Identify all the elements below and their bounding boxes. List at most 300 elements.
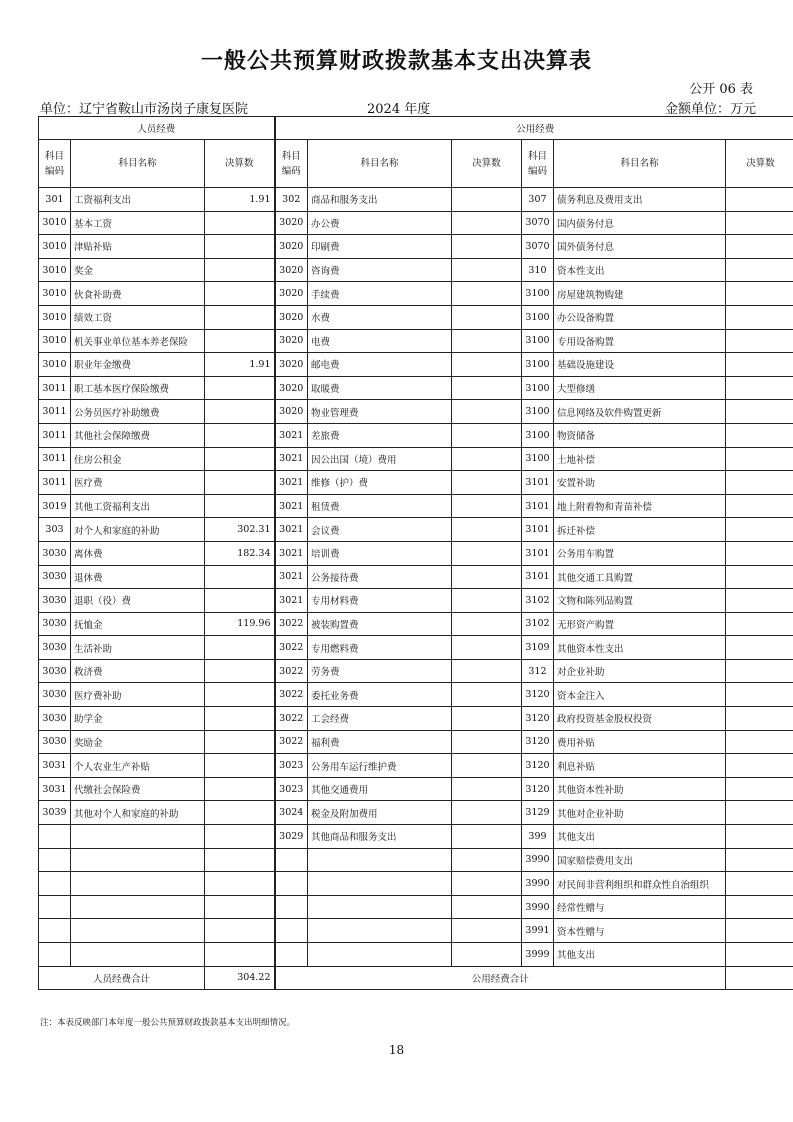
cell-name: 被装购置费	[308, 612, 452, 636]
total-personnel-label: 人员经费合计	[39, 966, 205, 989]
table-row	[39, 258, 793, 282]
table-row	[39, 565, 793, 589]
cell-name: 专用设备购置	[554, 329, 726, 353]
cell-code: 3030	[39, 659, 71, 683]
expenditure-table	[38, 116, 793, 990]
cell-amount	[452, 423, 522, 447]
cell-name: 职工基本医疗保险缴费	[71, 376, 205, 400]
cell-code	[39, 895, 71, 919]
cell-code: 3100	[522, 282, 554, 306]
cell-name: 土地补偿	[554, 447, 726, 471]
cell-code: 3990	[522, 848, 554, 872]
header-name: 科目名称	[71, 140, 205, 188]
cell-code: 3022	[275, 730, 308, 754]
cell-amount	[452, 754, 522, 778]
cell-name: 信息网络及软件购置更新	[554, 400, 726, 424]
cell-code: 3102	[522, 589, 554, 613]
cell-code: 399	[522, 825, 554, 849]
cell-code: 3020	[275, 235, 308, 259]
cell-name: 对个人和家庭的补助	[71, 518, 205, 542]
header-meta	[40, 98, 756, 116]
cell-amount	[726, 400, 793, 424]
cell-name: 咨询费	[308, 258, 452, 282]
table-row	[39, 825, 793, 849]
cell-code: 3023	[275, 754, 308, 778]
table-row	[39, 494, 793, 518]
cell-name: 救济费	[71, 659, 205, 683]
cell-code: 3030	[39, 565, 71, 589]
cell-code: 3120	[522, 683, 554, 707]
table-row	[39, 707, 793, 731]
cell-name	[71, 943, 205, 967]
total-row	[39, 966, 793, 989]
table-row	[39, 376, 793, 400]
footnote: 注：本表反映部门本年度一般公共预算财政拨款基本支出明细情况。	[40, 1018, 296, 1028]
cell-name: 物业管理费	[308, 400, 452, 424]
table-row	[39, 872, 793, 896]
cell-amount	[726, 258, 793, 282]
cell-amount	[452, 730, 522, 754]
table-row	[39, 423, 793, 447]
cell-amount	[452, 282, 522, 306]
table-row	[39, 471, 793, 495]
cell-code: 3100	[522, 400, 554, 424]
cell-name: 退职（役）费	[71, 589, 205, 613]
cell-name: 职业年金缴费	[71, 353, 205, 377]
cell-name: 安置补助	[554, 471, 726, 495]
cell-code: 3022	[275, 659, 308, 683]
cell-name: 公务用车运行维护费	[308, 754, 452, 778]
cell-code: 310	[522, 258, 554, 282]
cell-amount	[726, 494, 793, 518]
cell-code: 3021	[275, 589, 308, 613]
header-amount: 决算数	[452, 140, 522, 188]
cell-name: 房屋建筑物购建	[554, 282, 726, 306]
cell-code: 3100	[522, 423, 554, 447]
cell-amount	[452, 305, 522, 329]
cell-code: 3990	[522, 872, 554, 896]
cell-code: 3010	[39, 258, 71, 282]
cell-code: 3022	[275, 707, 308, 731]
cell-name: 公务接待费	[308, 565, 452, 589]
cell-code	[275, 943, 308, 967]
cell-amount	[452, 518, 522, 542]
header-amount: 决算数	[726, 140, 793, 188]
year-label: 2024 年度	[367, 102, 431, 117]
cell-amount	[726, 683, 793, 707]
cell-amount	[726, 707, 793, 731]
cell-name: 拆迁补偿	[554, 518, 726, 542]
table-row	[39, 683, 793, 707]
column-header-row	[39, 140, 793, 188]
cell-amount	[205, 565, 275, 589]
cell-amount	[726, 754, 793, 778]
cell-name: 抚恤金	[71, 612, 205, 636]
cell-name: 利息补贴	[554, 754, 726, 778]
cell-code: 3021	[275, 423, 308, 447]
group-public: 公用经费	[275, 117, 793, 140]
cell-amount	[452, 235, 522, 259]
page-title: 一般公共预算财政拨款基本支出决算表	[200, 48, 592, 74]
cell-code: 3100	[522, 329, 554, 353]
cell-name: 其他工资福利支出	[71, 494, 205, 518]
header-name: 科目名称	[308, 140, 452, 188]
page-number: 18	[388, 1043, 405, 1057]
cell-amount	[452, 919, 522, 943]
cell-name	[308, 848, 452, 872]
cell-amount	[726, 565, 793, 589]
cell-code: 312	[522, 659, 554, 683]
cell-amount	[452, 211, 522, 235]
cell-amount: 1.91	[205, 353, 275, 377]
cell-amount	[452, 872, 522, 896]
cell-name: 资本性赠与	[554, 919, 726, 943]
cell-amount	[726, 872, 793, 896]
cell-code: 3022	[275, 612, 308, 636]
cell-code: 3109	[522, 636, 554, 660]
cell-name: 办公设备购置	[554, 305, 726, 329]
cell-name: 奖金	[71, 258, 205, 282]
cell-code: 3010	[39, 329, 71, 353]
cell-code: 3039	[39, 801, 71, 825]
cell-code: 3010	[39, 211, 71, 235]
cell-name: 政府投资基金股权投资	[554, 707, 726, 731]
cell-amount	[452, 612, 522, 636]
cell-name: 资本性支出	[554, 258, 726, 282]
cell-amount	[726, 518, 793, 542]
cell-name: 手续费	[308, 282, 452, 306]
table-row	[39, 919, 793, 943]
cell-amount	[726, 423, 793, 447]
cell-code: 3011	[39, 423, 71, 447]
cell-amount	[726, 730, 793, 754]
cell-name: 地上附着物和青苗补偿	[554, 494, 726, 518]
cell-amount	[726, 376, 793, 400]
header-amount: 决算数	[205, 140, 275, 188]
cell-amount	[452, 636, 522, 660]
header-name: 科目名称	[554, 140, 726, 188]
cell-code: 3011	[39, 471, 71, 495]
cell-code	[275, 895, 308, 919]
cell-amount	[452, 777, 522, 801]
cell-name: 劳务费	[308, 659, 452, 683]
cell-code: 3030	[39, 636, 71, 660]
cell-amount: 119.96	[205, 612, 275, 636]
cell-code: 3024	[275, 801, 308, 825]
cell-amount	[726, 541, 793, 565]
cell-code	[39, 872, 71, 896]
cell-name	[71, 919, 205, 943]
cell-code: 307	[522, 188, 554, 212]
cell-amount	[452, 471, 522, 495]
cell-amount	[726, 282, 793, 306]
table-row	[39, 895, 793, 919]
cell-name: 费用补贴	[554, 730, 726, 754]
cell-name: 离休费	[71, 541, 205, 565]
cell-code	[275, 848, 308, 872]
cell-name: 文物和陈列品购置	[554, 589, 726, 613]
cell-name: 津贴补贴	[71, 235, 205, 259]
cell-code: 3023	[275, 777, 308, 801]
cell-code: 301	[39, 188, 71, 212]
cell-amount	[205, 919, 275, 943]
cell-amount	[205, 376, 275, 400]
cell-name: 代缴社会保险费	[71, 777, 205, 801]
cell-amount	[205, 471, 275, 495]
cell-amount	[452, 707, 522, 731]
cell-code: 3101	[522, 471, 554, 495]
cell-code: 3100	[522, 353, 554, 377]
table-row	[39, 943, 793, 967]
table-row	[39, 659, 793, 683]
cell-name: 维修（护）费	[308, 471, 452, 495]
cell-code: 3991	[522, 919, 554, 943]
cell-code: 3020	[275, 258, 308, 282]
cell-amount	[205, 400, 275, 424]
cell-code	[275, 919, 308, 943]
cell-name: 福利费	[308, 730, 452, 754]
cell-name: 对企业补助	[554, 659, 726, 683]
cell-name: 基础设施建设	[554, 353, 726, 377]
cell-amount	[452, 801, 522, 825]
cell-name: 电费	[308, 329, 452, 353]
cell-name: 取暖费	[308, 376, 452, 400]
cell-name	[308, 895, 452, 919]
cell-name: 基本工资	[71, 211, 205, 235]
cell-code: 3021	[275, 447, 308, 471]
cell-code: 3101	[522, 541, 554, 565]
cell-amount	[452, 895, 522, 919]
cell-name	[308, 872, 452, 896]
table-row	[39, 801, 793, 825]
cell-amount	[205, 707, 275, 731]
cell-name: 其他支出	[554, 943, 726, 967]
cell-code: 3990	[522, 895, 554, 919]
group-header-row	[39, 117, 793, 140]
table-row	[39, 730, 793, 754]
cell-name: 资本金注入	[554, 683, 726, 707]
table-row	[39, 235, 793, 259]
cell-amount	[726, 305, 793, 329]
cell-name: 专用燃料费	[308, 636, 452, 660]
cell-code: 3021	[275, 471, 308, 495]
cell-name: 绩效工资	[71, 305, 205, 329]
cell-amount	[452, 376, 522, 400]
total-public-value	[726, 966, 793, 989]
cell-amount: 302.31	[205, 518, 275, 542]
cell-code	[39, 848, 71, 872]
cell-amount	[205, 848, 275, 872]
cell-name: 税金及附加费用	[308, 801, 452, 825]
money-unit-label: 金额单位：万元	[664, 102, 756, 117]
group-personnel: 人员经费	[39, 117, 275, 140]
cell-amount	[452, 848, 522, 872]
cell-code: 3102	[522, 612, 554, 636]
cell-amount	[205, 754, 275, 778]
cell-name: 对民间非营利组织和群众性自治组织	[554, 872, 726, 896]
table-row	[39, 612, 793, 636]
cell-name	[308, 943, 452, 967]
table-row	[39, 754, 793, 778]
cell-amount	[726, 589, 793, 613]
cell-name: 医疗费	[71, 471, 205, 495]
total-personnel-value: 304.22	[205, 966, 275, 989]
cell-code: 3120	[522, 754, 554, 778]
cell-code: 3031	[39, 754, 71, 778]
cell-code: 3021	[275, 541, 308, 565]
cell-amount	[205, 730, 275, 754]
cell-amount	[205, 943, 275, 967]
cell-amount	[726, 895, 793, 919]
cell-code: 3020	[275, 282, 308, 306]
cell-amount	[726, 353, 793, 377]
cell-name	[71, 895, 205, 919]
cell-name: 其他支出	[554, 825, 726, 849]
cell-amount: 1.91	[205, 188, 275, 212]
cell-code: 3011	[39, 376, 71, 400]
cell-amount	[726, 636, 793, 660]
table-row	[39, 329, 793, 353]
cell-amount	[452, 188, 522, 212]
table-row	[39, 282, 793, 306]
cell-amount	[726, 188, 793, 212]
cell-amount	[452, 825, 522, 849]
unit-label: 单位：辽宁省鞍山市汤岗子康复医院	[40, 102, 249, 117]
cell-name: 委托业务费	[308, 683, 452, 707]
cell-name: 住房公积金	[71, 447, 205, 471]
cell-name: 助学金	[71, 707, 205, 731]
header-code: 科目编码	[275, 140, 308, 188]
table-row	[39, 353, 793, 377]
cell-code: 3020	[275, 353, 308, 377]
cell-name	[71, 825, 205, 849]
cell-code: 3070	[522, 211, 554, 235]
cell-amount	[452, 494, 522, 518]
cell-amount	[205, 329, 275, 353]
header-code: 科目编码	[39, 140, 71, 188]
cell-code: 3010	[39, 235, 71, 259]
cell-name: 公务用车购置	[554, 541, 726, 565]
cell-name: 奖励金	[71, 730, 205, 754]
cell-amount	[205, 872, 275, 896]
cell-amount	[726, 801, 793, 825]
header-code: 科目编码	[522, 140, 554, 188]
cell-name: 邮电费	[308, 353, 452, 377]
cell-name: 机关事业单位基本养老保险	[71, 329, 205, 353]
cell-name: 商品和服务支出	[308, 188, 452, 212]
cell-name: 培训费	[308, 541, 452, 565]
cell-amount	[205, 447, 275, 471]
cell-code: 3020	[275, 376, 308, 400]
cell-amount	[726, 777, 793, 801]
form-number: 公开 06 表	[689, 82, 753, 97]
cell-amount	[452, 541, 522, 565]
cell-code: 3070	[522, 235, 554, 259]
cell-name: 因公出国（境）费用	[308, 447, 452, 471]
cell-name: 会议费	[308, 518, 452, 542]
cell-name	[308, 919, 452, 943]
cell-amount	[452, 565, 522, 589]
cell-amount	[205, 683, 275, 707]
cell-name: 经常性赠与	[554, 895, 726, 919]
cell-code	[39, 943, 71, 967]
cell-code: 3010	[39, 282, 71, 306]
cell-code: 303	[39, 518, 71, 542]
cell-name: 国家赔偿费用支出	[554, 848, 726, 872]
cell-name: 医疗费补助	[71, 683, 205, 707]
cell-code: 3020	[275, 329, 308, 353]
cell-code: 3021	[275, 494, 308, 518]
cell-amount: 182.34	[205, 541, 275, 565]
cell-code: 3029	[275, 825, 308, 849]
cell-amount	[452, 329, 522, 353]
cell-amount	[205, 777, 275, 801]
cell-name: 其他资本性补助	[554, 777, 726, 801]
cell-code	[39, 919, 71, 943]
cell-code: 3100	[522, 447, 554, 471]
cell-name: 个人农业生产补贴	[71, 754, 205, 778]
cell-code: 3019	[39, 494, 71, 518]
cell-amount	[726, 471, 793, 495]
table-row	[39, 188, 793, 212]
cell-name: 其他交通工具购置	[554, 565, 726, 589]
cell-code: 3010	[39, 353, 71, 377]
cell-code: 3030	[39, 707, 71, 731]
table-row	[39, 777, 793, 801]
cell-amount	[726, 211, 793, 235]
table-row	[39, 589, 793, 613]
cell-name: 退休费	[71, 565, 205, 589]
cell-code: 3021	[275, 565, 308, 589]
cell-code: 3100	[522, 305, 554, 329]
cell-code: 3100	[522, 376, 554, 400]
cell-amount	[205, 235, 275, 259]
cell-code	[275, 872, 308, 896]
cell-amount	[205, 636, 275, 660]
cell-code: 3101	[522, 565, 554, 589]
cell-amount	[726, 825, 793, 849]
cell-code: 3129	[522, 801, 554, 825]
cell-name: 其他交通费用	[308, 777, 452, 801]
cell-amount	[726, 943, 793, 967]
table-row	[39, 447, 793, 471]
cell-amount	[452, 943, 522, 967]
cell-name: 其他社会保障缴费	[71, 423, 205, 447]
cell-name: 水费	[308, 305, 452, 329]
table-row	[39, 305, 793, 329]
cell-code: 3101	[522, 518, 554, 542]
cell-name: 债务利息及费用支出	[554, 188, 726, 212]
cell-amount	[205, 494, 275, 518]
cell-code: 3020	[275, 305, 308, 329]
cell-amount	[205, 801, 275, 825]
table-row	[39, 636, 793, 660]
cell-code: 3030	[39, 541, 71, 565]
cell-code: 3031	[39, 777, 71, 801]
cell-amount	[726, 848, 793, 872]
cell-name: 大型修缮	[554, 376, 726, 400]
cell-amount	[726, 659, 793, 683]
cell-amount	[205, 825, 275, 849]
cell-code: 3020	[275, 400, 308, 424]
cell-amount	[205, 282, 275, 306]
cell-code: 3020	[275, 211, 308, 235]
cell-name: 其他对个人和家庭的补助	[71, 801, 205, 825]
cell-name: 办公费	[308, 211, 452, 235]
table-row	[39, 211, 793, 235]
table-row	[39, 848, 793, 872]
cell-code: 3030	[39, 683, 71, 707]
